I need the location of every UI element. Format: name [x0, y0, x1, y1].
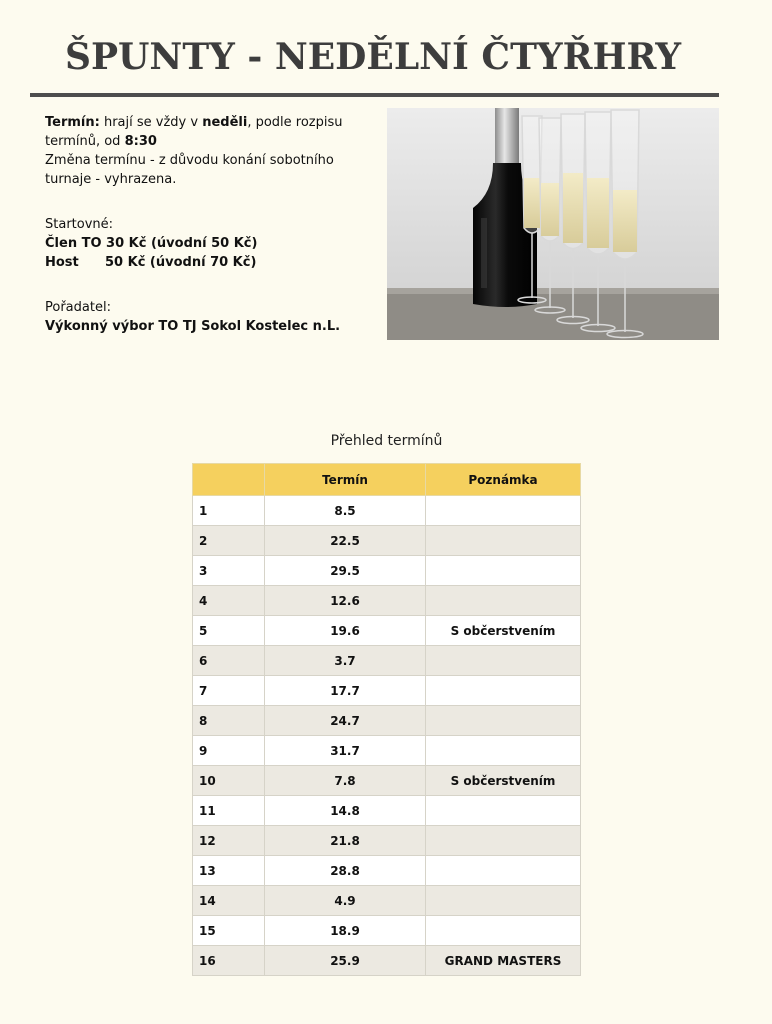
row-number: 15 [193, 916, 265, 946]
fee-guest-value: 50 Kč (úvodní 70 Kč) [105, 255, 257, 270]
table-row [193, 856, 581, 886]
row-note [426, 856, 581, 886]
row-note [426, 826, 581, 856]
row-number: 11 [193, 796, 265, 826]
row-date: 22.5 [265, 526, 426, 556]
termin-paragraph [45, 113, 365, 151]
fee-guest [45, 253, 365, 272]
row-note: GRAND MASTERS [426, 946, 581, 976]
row-date: 18.9 [265, 916, 426, 946]
row-date: 3.7 [265, 646, 426, 676]
row-note [426, 646, 581, 676]
row-note: S občerstvením [426, 766, 581, 796]
termin-label: Termín: [45, 115, 100, 130]
title-divider [30, 93, 719, 97]
row-date: 19.6 [265, 616, 426, 646]
row-note [426, 526, 581, 556]
header-poznamka: Poznámka [426, 464, 581, 496]
row-note [426, 916, 581, 946]
header-number [193, 464, 265, 496]
startovne-label: Startovné: [45, 217, 114, 232]
fee-guest-name: Host [45, 255, 79, 270]
table-row [193, 556, 581, 586]
row-number: 10 [193, 766, 265, 796]
row-number: 1 [193, 496, 265, 526]
poradatel-label: Pořadatel: [45, 300, 111, 315]
termin-text-2: , podle rozpisu termínů, od [45, 115, 343, 149]
row-number: 8 [193, 706, 265, 736]
row-date: 8.5 [265, 496, 426, 526]
table-row [193, 736, 581, 766]
row-note [426, 556, 581, 586]
table-row [193, 766, 581, 796]
row-number: 5 [193, 616, 265, 646]
row-number: 3 [193, 556, 265, 586]
row-number: 2 [193, 526, 265, 556]
row-number: 16 [193, 946, 265, 976]
row-date: 28.8 [265, 856, 426, 886]
row-number: 6 [193, 646, 265, 676]
row-note [426, 586, 581, 616]
row-note [426, 676, 581, 706]
table-row [193, 616, 581, 646]
row-date: 12.6 [265, 586, 426, 616]
row-date: 4.9 [265, 886, 426, 916]
row-number: 14 [193, 886, 265, 916]
table-row [193, 916, 581, 946]
row-date: 29.5 [265, 556, 426, 586]
table-row [193, 886, 581, 916]
row-note [426, 886, 581, 916]
fee-member-name: Člen TO [45, 236, 102, 251]
row-date: 25.9 [265, 946, 426, 976]
table-row [193, 706, 581, 736]
row-date: 31.7 [265, 736, 426, 766]
row-note [426, 496, 581, 526]
table-row [193, 796, 581, 826]
termin-time: 8:30 [124, 134, 157, 149]
table-row [193, 496, 581, 526]
row-note [426, 736, 581, 766]
table-row [193, 646, 581, 676]
poradatel-value: Výkonný výbor TO TJ Sokol Kostelec n.L. [45, 319, 341, 334]
table-row [193, 526, 581, 556]
row-date: 14.8 [265, 796, 426, 826]
table-row [193, 826, 581, 856]
row-note: S občerstvením [426, 616, 581, 646]
row-number: 13 [193, 856, 265, 886]
termin-text-1: hrají se vždy v [99, 115, 203, 130]
table-header-row [193, 464, 581, 496]
change-note: Změna termínu - z důvodu konání sobotního turnaje - vyhrazena. [45, 153, 334, 187]
termin-day: neděli [202, 115, 248, 130]
row-number: 12 [193, 826, 265, 856]
header-termin: Termín [265, 464, 426, 496]
row-date: 17.7 [265, 676, 426, 706]
row-number: 4 [193, 586, 265, 616]
table-row [193, 946, 581, 976]
row-number: 7 [193, 676, 265, 706]
table-row [193, 676, 581, 706]
schedule-table [192, 463, 581, 976]
row-date: 21.8 [265, 826, 426, 856]
row-note [426, 706, 581, 736]
row-number: 9 [193, 736, 265, 766]
fee-member [45, 234, 365, 253]
info-section [45, 113, 365, 336]
row-date: 24.7 [265, 706, 426, 736]
champagne-photo [387, 108, 719, 340]
row-date: 7.8 [265, 766, 426, 796]
schedule-caption: Přehled termínů [330, 433, 443, 449]
row-note [426, 796, 581, 826]
fee-member-value: 30 Kč (úvodní 50 Kč) [106, 236, 258, 251]
page-title: ŠPUNTY - NEDĚLNÍ ČTYŘHRY [64, 36, 682, 78]
table-row [193, 586, 581, 616]
